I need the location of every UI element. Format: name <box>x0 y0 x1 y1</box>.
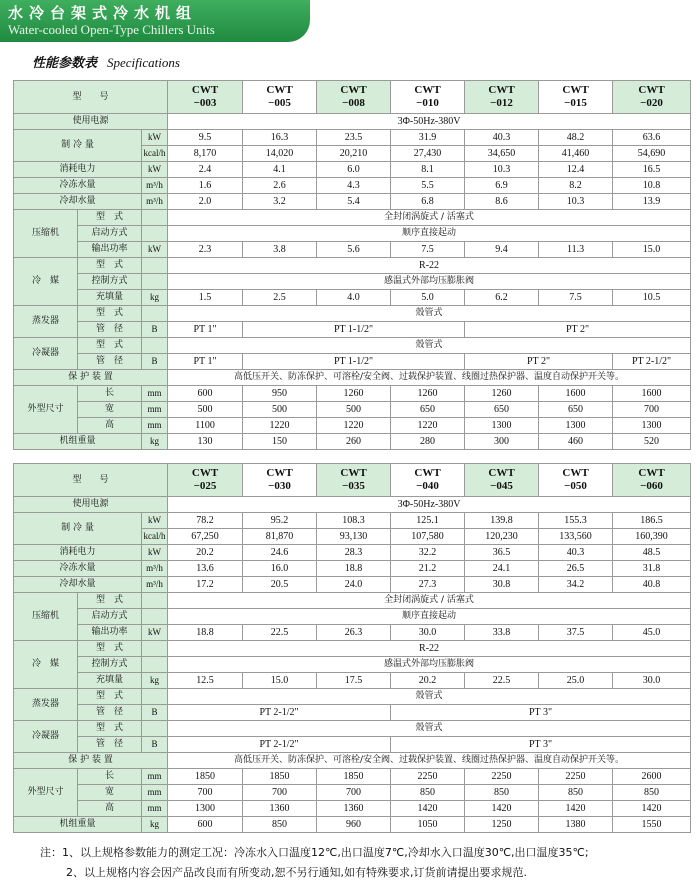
cooling-capacity-label: 制 冷 量 <box>14 130 142 162</box>
control-method-label: 控制方式 <box>78 657 142 673</box>
table-cell: 460 <box>539 434 613 450</box>
condenser-label: 冷凝器 <box>14 338 78 370</box>
table-cell: 3.2 <box>243 194 317 210</box>
unit-empty <box>142 258 168 274</box>
start-method-value: 顺序直接起动 <box>168 609 691 625</box>
table-cell: 20,210 <box>317 146 391 162</box>
table-cell: 21.2 <box>391 561 465 577</box>
subtitle-cn: 性能参数表 <box>32 56 98 71</box>
model-label: 型 号 <box>14 464 168 497</box>
unit-empty <box>142 593 168 609</box>
table-cell: 5.4 <box>317 194 391 210</box>
type-label: 型 式 <box>78 593 142 609</box>
table-cell: 2.5 <box>243 290 317 306</box>
table-cell: 5.6 <box>317 242 391 258</box>
table-cell: 36.5 <box>465 545 539 561</box>
type-label: 型 式 <box>78 210 142 226</box>
table-cell: PT 3" <box>391 737 691 753</box>
model-cell: CWT −025 <box>168 464 243 497</box>
table-cell: 1550 <box>613 817 691 833</box>
unit-mm: mm <box>142 402 168 418</box>
compressor-type-value: 全封闭涡旋式 / 活塞式 <box>168 593 691 609</box>
output-power-label: 输出功率 <box>78 242 142 258</box>
table-cell: 850 <box>391 785 465 801</box>
table-cell: 1420 <box>391 801 465 817</box>
table-cell: 10.5 <box>613 290 691 306</box>
table-cell: 10.8 <box>613 178 691 194</box>
table-cell: 1360 <box>317 801 391 817</box>
table-cell: PT 2-1/2" <box>168 737 391 753</box>
unit-empty <box>142 689 168 705</box>
table-cell: 31.8 <box>613 561 691 577</box>
control-method-value: 感温式外部均压膨胀阀 <box>168 274 691 290</box>
table-cell: 24.6 <box>243 545 317 561</box>
power-consumption-label: 消耗电力 <box>14 545 142 561</box>
table-cell: PT 3" <box>391 705 691 721</box>
table-cell: 24.1 <box>465 561 539 577</box>
unit-m3h: m³/h <box>142 561 168 577</box>
table-cell: 950 <box>243 386 317 402</box>
table-cell: 41,460 <box>539 146 613 162</box>
table-cell: 34,650 <box>465 146 539 162</box>
footnote-1: 注：1、以上规格参数能力的测定工况：冷冻水入口温度12℃,出口温度7℃,冷却水入口温度30℃,出口温度35℃; <box>40 846 589 859</box>
table-cell: 2250 <box>391 769 465 785</box>
type-label: 型 式 <box>78 258 142 274</box>
table-cell: 650 <box>539 402 613 418</box>
table-cell: 1260 <box>317 386 391 402</box>
type-label: 型 式 <box>78 338 142 354</box>
table-cell: 1850 <box>168 769 243 785</box>
unit-empty <box>142 721 168 737</box>
model-cell: CWT −050 <box>539 464 613 497</box>
table-cell: 25.0 <box>539 673 613 689</box>
title-en: Water-cooled Open-Type Chillers Units <box>8 22 215 37</box>
table-cell: PT 1" <box>168 322 243 338</box>
model-cell: CWT −045 <box>465 464 539 497</box>
model-cell: CWT −015 <box>539 81 613 114</box>
table-cell: 2.3 <box>168 242 243 258</box>
unit-m3h: m³/h <box>142 577 168 593</box>
table-cell: 13.9 <box>613 194 691 210</box>
table-cell: 1.6 <box>168 178 243 194</box>
footnotes <box>40 843 589 883</box>
compressor-label: 压缩机 <box>14 210 78 258</box>
condenser-label: 冷凝器 <box>14 721 78 753</box>
title-banner <box>0 0 310 42</box>
compressor-type-value: 全封闭涡旋式 / 活塞式 <box>168 210 691 226</box>
unit-mm: mm <box>142 418 168 434</box>
table-cell: 48.2 <box>539 130 613 146</box>
start-method-label: 启动方式 <box>78 226 142 242</box>
weight-label: 机组重量 <box>14 434 142 450</box>
table-cell: 1300 <box>168 801 243 817</box>
table-cell: 26.5 <box>539 561 613 577</box>
unit-kw: kW <box>142 162 168 178</box>
table-cell: 700 <box>613 402 691 418</box>
table-cell: PT 2" <box>465 354 613 370</box>
start-method-value: 顺序直接起动 <box>168 226 691 242</box>
control-method-label: 控制方式 <box>78 274 142 290</box>
power-supply-label: 使用电源 <box>14 497 168 513</box>
table-cell: 45.0 <box>613 625 691 641</box>
table-cell: 1260 <box>465 386 539 402</box>
unit-empty <box>142 641 168 657</box>
table-cell: 6.8 <box>391 194 465 210</box>
width-label: 宽 <box>78 785 142 801</box>
table-cell: 17.5 <box>317 673 391 689</box>
table-cell: 2250 <box>539 769 613 785</box>
table-cell: 81,870 <box>243 529 317 545</box>
table-cell: 12.4 <box>539 162 613 178</box>
table-cell: 22.5 <box>243 625 317 641</box>
table-cell: 31.9 <box>391 130 465 146</box>
unit-kw: kW <box>142 130 168 146</box>
table-cell: 20.2 <box>391 673 465 689</box>
unit-kg: kg <box>142 817 168 833</box>
table-cell: 54,690 <box>613 146 691 162</box>
table-cell: 130 <box>168 434 243 450</box>
table-cell: 30.8 <box>465 577 539 593</box>
table-cell: 1600 <box>613 386 691 402</box>
table-cell: 30.0 <box>391 625 465 641</box>
model-cell: CWT −005 <box>243 81 317 114</box>
table-cell: 30.0 <box>613 673 691 689</box>
table-cell: 37.5 <box>539 625 613 641</box>
table-cell: 34.2 <box>539 577 613 593</box>
table-cell: 1100 <box>168 418 243 434</box>
table-cell: 1300 <box>613 418 691 434</box>
table-cell: 1220 <box>317 418 391 434</box>
table-cell: 7.5 <box>391 242 465 258</box>
unit-b: B <box>142 322 168 338</box>
table-cell: 24.0 <box>317 577 391 593</box>
table-cell: 2.4 <box>168 162 243 178</box>
table-cell: 1220 <box>243 418 317 434</box>
table-cell: 139.8 <box>465 513 539 529</box>
table-cell: 2600 <box>613 769 691 785</box>
table-cell: 108.3 <box>317 513 391 529</box>
cooling-capacity-label: 制 冷 量 <box>14 513 142 545</box>
table-cell: 93,130 <box>317 529 391 545</box>
table-cell: 9.4 <box>465 242 539 258</box>
unit-kg: kg <box>142 290 168 306</box>
table-cell: 15.0 <box>613 242 691 258</box>
table-cell: 4.3 <box>317 178 391 194</box>
table-cell: 8.1 <box>391 162 465 178</box>
table-cell: PT 1-1/2" <box>243 354 465 370</box>
type-label: 型 式 <box>78 641 142 657</box>
cooling-water-label: 冷却水量 <box>14 194 142 210</box>
table-cell: 500 <box>243 402 317 418</box>
start-method-label: 启动方式 <box>78 609 142 625</box>
model-cell: CWT −030 <box>243 464 317 497</box>
length-label: 长 <box>78 386 142 402</box>
power-consumption-label: 消耗电力 <box>14 162 142 178</box>
table-cell: 12.5 <box>168 673 243 689</box>
dimensions-label: 外型尺寸 <box>14 769 78 817</box>
model-cell: CWT −008 <box>317 81 391 114</box>
type-label: 型 式 <box>78 721 142 737</box>
table-cell: 7.5 <box>539 290 613 306</box>
table-cell: 40.8 <box>613 577 691 593</box>
table-cell: 1420 <box>613 801 691 817</box>
table-cell: 15.0 <box>243 673 317 689</box>
table-cell: 700 <box>243 785 317 801</box>
power-supply-label: 使用电源 <box>14 114 168 130</box>
table-cell: PT 2-1/2" <box>168 705 391 721</box>
unit-empty <box>142 274 168 290</box>
table-cell: 67,250 <box>168 529 243 545</box>
table-cell: 20.5 <box>243 577 317 593</box>
unit-kw: kW <box>142 242 168 258</box>
table-cell: 10.3 <box>539 194 613 210</box>
condenser-type-value: 殼管式 <box>168 338 691 354</box>
model-cell: CWT −010 <box>391 81 465 114</box>
power-supply-value: 3Φ-50Hz-380V <box>168 497 691 513</box>
table-cell: PT 2-1/2" <box>613 354 691 370</box>
table-cell: 2.0 <box>168 194 243 210</box>
table-cell: 2.6 <box>243 178 317 194</box>
table-cell: 20.2 <box>168 545 243 561</box>
table-cell: 850 <box>539 785 613 801</box>
type-label: 型 式 <box>78 306 142 322</box>
protection-label: 保 护 装 置 <box>14 370 168 386</box>
table-cell: 78.2 <box>168 513 243 529</box>
table-cell: 3.8 <box>243 242 317 258</box>
evaporator-label: 蒸发器 <box>14 306 78 338</box>
table-cell: 8.6 <box>465 194 539 210</box>
charge-label: 充填量 <box>78 290 142 306</box>
table-cell: 520 <box>613 434 691 450</box>
model-cell: CWT −012 <box>465 81 539 114</box>
condenser-type-value: 殼管式 <box>168 721 691 737</box>
table-cell: 133,560 <box>539 529 613 545</box>
table-cell: 150 <box>243 434 317 450</box>
model-cell: CWT −035 <box>317 464 391 497</box>
table-cell: 1380 <box>539 817 613 833</box>
table-cell: 650 <box>465 402 539 418</box>
table-cell: PT 1" <box>168 354 243 370</box>
table-cell: 1250 <box>465 817 539 833</box>
table-cell: 1420 <box>539 801 613 817</box>
unit-kcal: kcal/h <box>142 529 168 545</box>
table-cell: 850 <box>243 817 317 833</box>
table-cell: 960 <box>317 817 391 833</box>
table-cell: 1850 <box>243 769 317 785</box>
unit-mm: mm <box>142 386 168 402</box>
table-cell: 6.9 <box>465 178 539 194</box>
protection-value: 高低压开关、防冻保护、可溶栓/安全阀、过载保护装置、线圈过热保护器、温度自动保护开关等。 <box>168 370 691 386</box>
title-cn: 水冷台架式冷水机组 <box>8 4 198 22</box>
table-cell: 8.2 <box>539 178 613 194</box>
table-cell: 22.5 <box>465 673 539 689</box>
height-label: 高 <box>78 418 142 434</box>
table-cell: 8,170 <box>168 146 243 162</box>
table-cell: 500 <box>317 402 391 418</box>
unit-kw: kW <box>142 625 168 641</box>
table-cell: PT 2" <box>465 322 691 338</box>
pipe-dia-label: 管 径 <box>78 737 142 753</box>
refrigerant-value: R-22 <box>168 258 691 274</box>
table-cell: 63.6 <box>613 130 691 146</box>
table-cell: 16.5 <box>613 162 691 178</box>
unit-empty <box>142 609 168 625</box>
power-supply-value: 3Φ-50Hz-380V <box>168 114 691 130</box>
table-cell: 32.2 <box>391 545 465 561</box>
table-cell: 6.0 <box>317 162 391 178</box>
table-cell: 18.8 <box>317 561 391 577</box>
table-cell: 1260 <box>391 386 465 402</box>
table-cell: 27,430 <box>391 146 465 162</box>
table-cell: 700 <box>317 785 391 801</box>
table-cell: 186.5 <box>613 513 691 529</box>
table-cell: 6.2 <box>465 290 539 306</box>
table-cell: 26.3 <box>317 625 391 641</box>
unit-mm: mm <box>142 769 168 785</box>
table-cell: 107,580 <box>391 529 465 545</box>
table-cell: 4.1 <box>243 162 317 178</box>
pipe-dia-label: 管 径 <box>78 354 142 370</box>
table-cell: 40.3 <box>465 130 539 146</box>
table-cell: 650 <box>391 402 465 418</box>
unit-mm: mm <box>142 801 168 817</box>
table-cell: 2250 <box>465 769 539 785</box>
table-cell: 48.5 <box>613 545 691 561</box>
protection-value: 高低压开关、防冻保护、可溶栓/安全阀、过载保护装置、线圈过热保护器、温度自动保护开关等。 <box>168 753 691 769</box>
compressor-label: 压缩机 <box>14 593 78 641</box>
unit-empty <box>142 210 168 226</box>
width-label: 宽 <box>78 402 142 418</box>
unit-empty <box>142 657 168 673</box>
unit-b: B <box>142 354 168 370</box>
subtitle-en: Specifications <box>107 55 180 70</box>
table-cell: 700 <box>168 785 243 801</box>
table-cell: 28.3 <box>317 545 391 561</box>
charge-label: 充填量 <box>78 673 142 689</box>
unit-kcal: kcal/h <box>142 146 168 162</box>
table-cell: 17.2 <box>168 577 243 593</box>
table-cell: 500 <box>168 402 243 418</box>
footnote-2: 2、以上规格内容会因产品改良而有所变动,恕不另行通知,如有特殊要求,订货前请提出要求规范. <box>66 866 527 879</box>
table-cell: 14,020 <box>243 146 317 162</box>
table-cell: 1420 <box>465 801 539 817</box>
table-cell: 18.8 <box>168 625 243 641</box>
table-cell: 1850 <box>317 769 391 785</box>
table-cell: 280 <box>391 434 465 450</box>
table-cell: 260 <box>317 434 391 450</box>
table-cell: 1300 <box>465 418 539 434</box>
output-power-label: 输出功率 <box>78 625 142 641</box>
unit-kg: kg <box>142 434 168 450</box>
table-cell: 23.5 <box>317 130 391 146</box>
table-cell: 40.3 <box>539 545 613 561</box>
section-subtitle <box>32 52 180 71</box>
unit-b: B <box>142 705 168 721</box>
unit-kg: kg <box>142 673 168 689</box>
model-cell: CWT −060 <box>613 464 691 497</box>
model-cell: CWT −040 <box>391 464 465 497</box>
table-cell: 600 <box>168 817 243 833</box>
evaporator-type-value: 殼管式 <box>168 689 691 705</box>
table-cell: 120,230 <box>465 529 539 545</box>
pipe-dia-label: 管 径 <box>78 705 142 721</box>
weight-label: 机组重量 <box>14 817 142 833</box>
unit-empty <box>142 226 168 242</box>
table-cell: 600 <box>168 386 243 402</box>
table-cell: 27.3 <box>391 577 465 593</box>
protection-label: 保 护 装 置 <box>14 753 168 769</box>
refrigerant-label: 冷 媒 <box>14 641 78 689</box>
pipe-dia-label: 管 径 <box>78 322 142 338</box>
unit-m3h: m³/h <box>142 178 168 194</box>
table-cell: 11.3 <box>539 242 613 258</box>
model-label: 型 号 <box>14 81 168 114</box>
table-cell: 5.5 <box>391 178 465 194</box>
chilled-water-label: 冷冻水量 <box>14 178 142 194</box>
table-cell: 5.0 <box>391 290 465 306</box>
table-cell: 1220 <box>391 418 465 434</box>
table-cell: 1050 <box>391 817 465 833</box>
unit-kw: kW <box>142 545 168 561</box>
table-cell: 1600 <box>539 386 613 402</box>
chilled-water-label: 冷冻水量 <box>14 561 142 577</box>
table-cell: 16.3 <box>243 130 317 146</box>
table-cell: 1.5 <box>168 290 243 306</box>
table-cell: 4.0 <box>317 290 391 306</box>
table-cell: 1300 <box>539 418 613 434</box>
table-cell: 300 <box>465 434 539 450</box>
spec-table-2 <box>13 463 691 833</box>
unit-empty <box>142 306 168 322</box>
evaporator-type-value: 殼管式 <box>168 306 691 322</box>
cooling-water-label: 冷却水量 <box>14 577 142 593</box>
unit-mm: mm <box>142 785 168 801</box>
model-cell: CWT −003 <box>168 81 243 114</box>
refrigerant-value: R-22 <box>168 641 691 657</box>
unit-m3h: m³/h <box>142 194 168 210</box>
unit-kw: kW <box>142 513 168 529</box>
table-cell: 850 <box>465 785 539 801</box>
table-cell: 33.8 <box>465 625 539 641</box>
table-cell: 16.0 <box>243 561 317 577</box>
table-cell: 13.6 <box>168 561 243 577</box>
table-cell: 9.5 <box>168 130 243 146</box>
dimensions-label: 外型尺寸 <box>14 386 78 434</box>
table-cell: 1360 <box>243 801 317 817</box>
table-cell: 125.1 <box>391 513 465 529</box>
unit-b: B <box>142 737 168 753</box>
length-label: 长 <box>78 769 142 785</box>
control-method-value: 感温式外部均压膨胀阀 <box>168 657 691 673</box>
model-cell: CWT −020 <box>613 81 691 114</box>
table-cell: 10.3 <box>465 162 539 178</box>
height-label: 高 <box>78 801 142 817</box>
evaporator-label: 蒸发器 <box>14 689 78 721</box>
spec-table-1 <box>13 80 691 450</box>
unit-empty <box>142 338 168 354</box>
table-cell: 160,390 <box>613 529 691 545</box>
type-label: 型 式 <box>78 689 142 705</box>
table-cell: 155.3 <box>539 513 613 529</box>
table-cell: 95.2 <box>243 513 317 529</box>
refrigerant-label: 冷 媒 <box>14 258 78 306</box>
table-cell: PT 1-1/2" <box>243 322 465 338</box>
table-cell: 850 <box>613 785 691 801</box>
